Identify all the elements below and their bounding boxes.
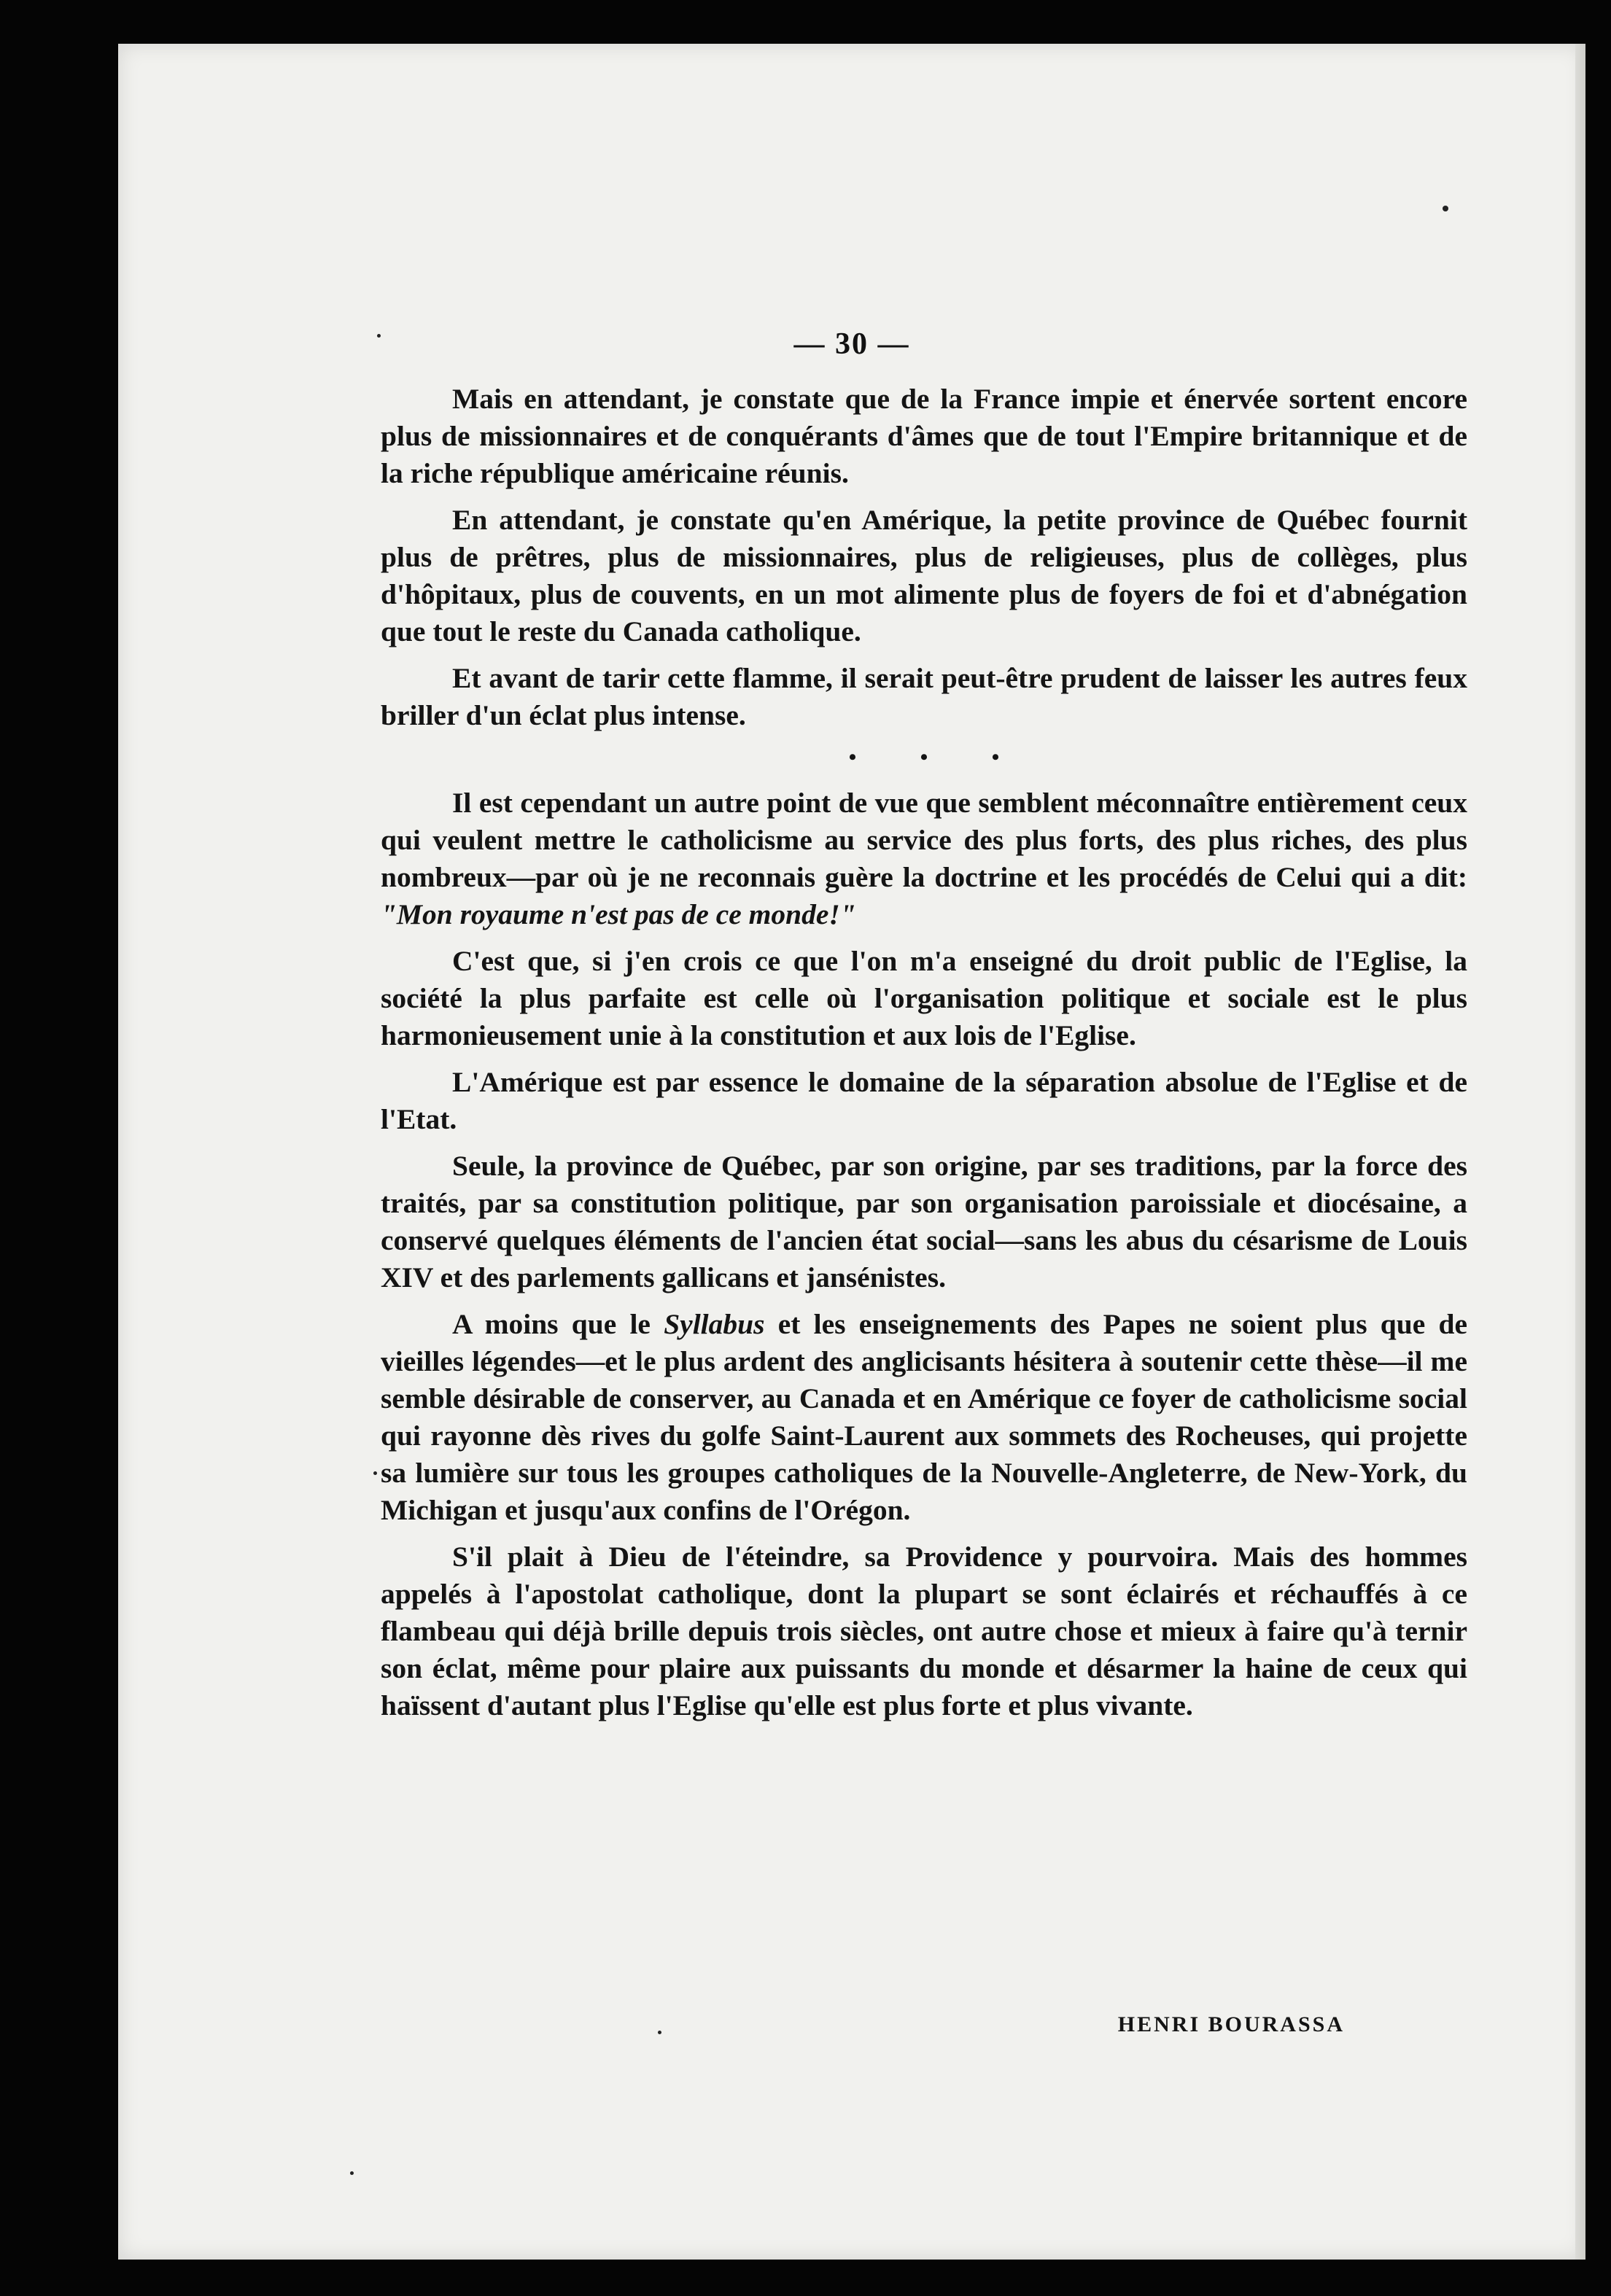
paragraph-3: Et avant de tarir cette flamme, il serait peut-être prudent de laisser les autres feux briller d'un éclat plus intense. [381, 662, 1467, 731]
syllabus-title: Syllabus [664, 1308, 765, 1340]
paragraph-8-before: A moins que le [452, 1308, 664, 1340]
page-number: — 30 — [793, 327, 910, 361]
paragraph-8-after: et les enseignements des Papes ne soient plus que de vieilles légendes—et le plus ardent des anglicisants hésitera à soutenir cette thèse—il me semble désirable de conserver, au Canada et en Amérique ce foyer de catholicisme social qui rayonne dès rives du golfe Saint-Laurent aux sommets des Rocheuses, qui projette sa lumière sur tous les groupes catholiques de la Nouvelle-Angleterre, de New-York, du Michigan et jusqu'aux confins de l'Orégon. [381, 1308, 1467, 1526]
scan-speck [373, 1471, 377, 1475]
scan-speck [377, 334, 381, 338]
author-signature: HENRI BOURASSA [1117, 2012, 1345, 2036]
scanned-page [118, 44, 1585, 2260]
scan-speck [350, 2171, 354, 2175]
paragraph-4-text: Il est cependant un autre point de vue que semblent méconnaître entièrement ceux qui veulent mettre le catholicisme au service des plus forts, des plus riches, des plus nombreux—par où je ne reconnais guère la doctrine et les procédés de Celui qui a dit: [381, 787, 1467, 893]
paragraph-4 [381, 785, 1467, 933]
paragraph-6: L'Amérique est par essence le domaine de la séparation absolue de l'Eglise et de l'Etat. [381, 1066, 1467, 1135]
scan-speck [1443, 206, 1448, 211]
paragraph-9: S'il plait à Dieu de l'éteindre, sa Providence y pourvoira. Mais des hommes appelés à l'apostolat catholique, dont la plupart se sont éclairés et réchauffés à ce flambeau qui déjà brille depuis trois siècles, ont autre chose et mieux à faire qu'à ternir son éclat, même pour plaire aux puissants du monde et désarmer la haine de ceux qui haïssent d'autant plus l'Eglise qu'elle est plus forte et plus vivante. [381, 1541, 1467, 1721]
page-edge-strip [1575, 44, 1585, 2260]
paragraph-5: C'est que, si j'en crois ce que l'on m'a enseigné du droit public de l'Eglise, la société la plus parfaite est celle où l'organisation politique et sociale est le plus harmonieusement unie à la constitution et aux lois de l'Eglise. [381, 945, 1467, 1051]
paragraph-1: Mais en attendant, je constate que de la France impie et énervée sortent encore plus de missionnaires et de conquérants d'âmes que de tout l'Empire britannique et de la riche république américaine réunis. [381, 383, 1467, 489]
gospel-quote: "Mon royaume n'est pas de ce monde!" [381, 898, 856, 930]
paragraph-8 [381, 1306, 1467, 1529]
section-separator: • • • [848, 745, 1029, 769]
paragraph-7: Seule, la province de Québec, par son origine, par ses traditions, par la force des traités, par sa constitution politique, par son organisation paroissiale et diocésaine, a conservé quelques éléments de l'ancien état social—sans les abus du césarisme de Louis XIV et des parlements gallicans et jansénistes. [381, 1150, 1467, 1293]
paragraph-2: En attendant, je constate qu'en Amérique, la petite province de Québec fournit plus de prêtres, plus de missionnaires, plus de religieuses, plus de collèges, plus d'hôpitaux, plus de couvents, en un mot alimente plus de foyers de foi et d'abnégation que tout le reste du Canada catholique. [381, 504, 1467, 647]
scan-speck [658, 2031, 661, 2034]
body-text [381, 381, 1467, 1734]
